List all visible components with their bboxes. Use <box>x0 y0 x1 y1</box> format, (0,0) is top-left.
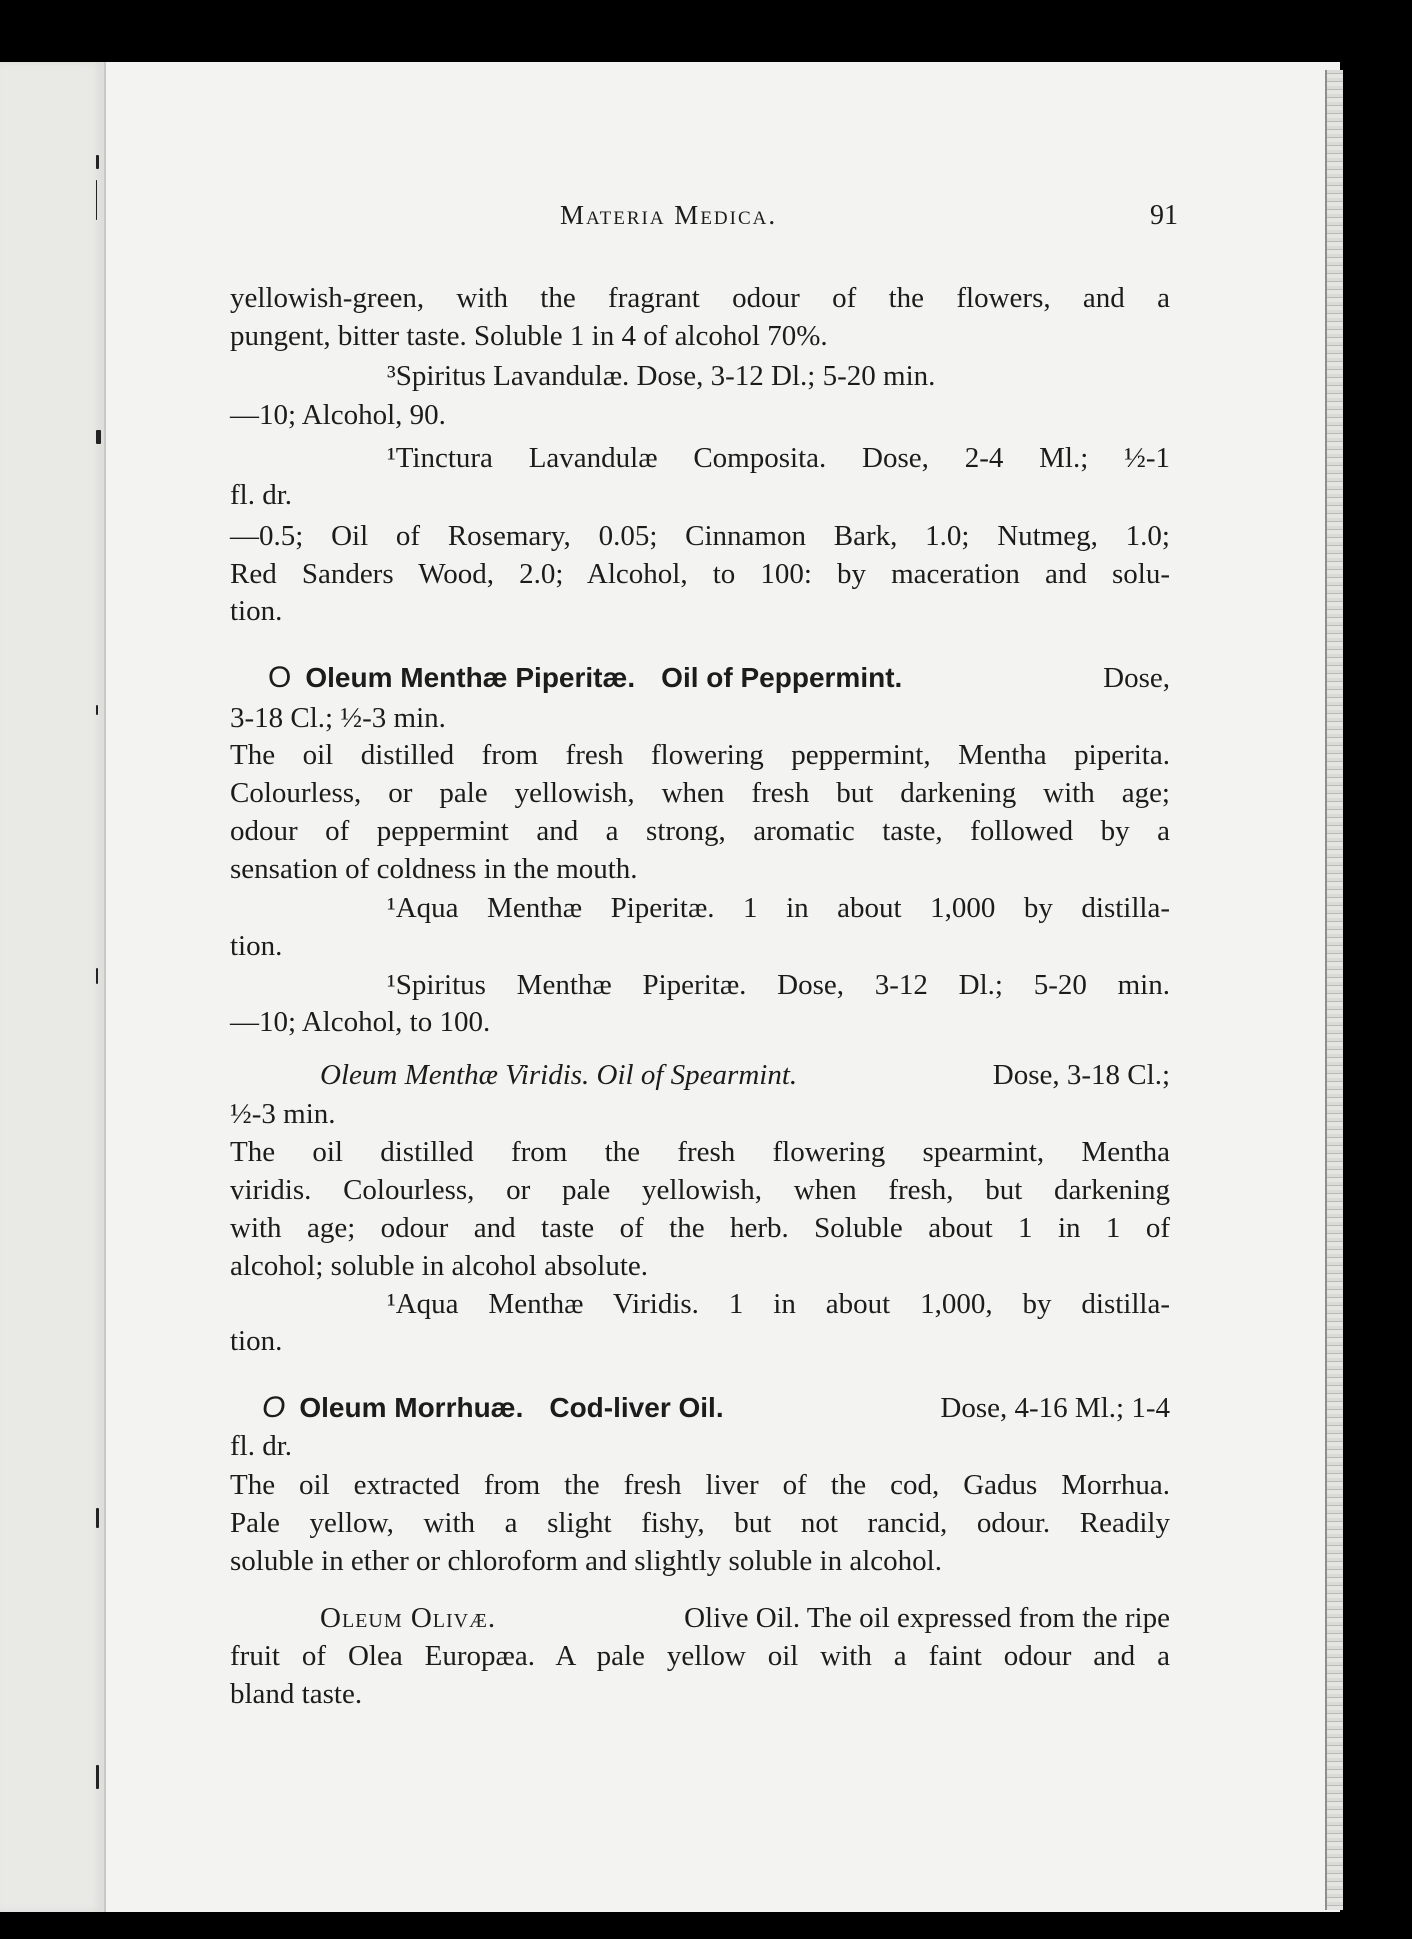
running-header: Materia Medica. <box>560 200 778 230</box>
text-line: The oil distilled from fresh flowering peppermint, Mentha piperita. <box>230 739 1170 771</box>
entry-heading-olive <box>320 1600 1170 1636</box>
entry-english-name: Oil of Peppermint. <box>661 662 903 693</box>
text-line: The oil distilled from the fresh flowering spearmint, Mentha <box>230 1136 1170 1168</box>
entry-heading-peppermint <box>268 660 1170 696</box>
entry-dose: Dose, 4-16 Ml.; 1-4 <box>940 1392 1170 1424</box>
text-line: ¹Aqua Menthæ Viridis. 1 in about 1,000, by distilla- <box>387 1288 1170 1320</box>
text-line: —10; Alcohol, to 100. <box>230 1006 491 1038</box>
text-line: soluble in ether or chloroform and slightly soluble in alcohol. <box>230 1545 942 1577</box>
text-line: sensation of coldness in the mouth. <box>230 853 638 885</box>
page-edge <box>1325 70 1343 1910</box>
text-line: The oil extracted from the fresh liver of the cod, Gadus Morrhua. <box>230 1469 1170 1501</box>
margin-mark <box>96 705 98 715</box>
margin-mark <box>96 155 99 169</box>
margin-mark <box>96 1765 99 1789</box>
entry-heading-spearmint <box>320 1057 1170 1093</box>
text-line: pungent, bitter taste. Soluble 1 in 4 of alcohol 70%. <box>230 320 828 352</box>
text-line: ¹Spiritus Menthæ Piperitæ. Dose, 3-12 Dl.; 5-20 min. <box>387 969 1170 1001</box>
text-line: ¹Aqua Menthæ Piperitæ. 1 in about 1,000 by distilla- <box>387 892 1170 924</box>
text-line: tion. <box>230 595 283 627</box>
text-line: —10; Alcohol, 90. <box>230 399 446 431</box>
text-line: yellowish-green, with the fragrant odour of the flowers, and a <box>230 282 1170 314</box>
margin-mark <box>96 180 97 220</box>
entry-title: Oleum Menthæ Piperitæ. <box>305 662 636 693</box>
margin-mark <box>96 1508 99 1528</box>
entry-title: Oleum Olivæ. <box>320 1602 497 1634</box>
text-line: with age; odour and taste of the herb. Soluble about 1 in 1 of <box>230 1212 1170 1244</box>
text-line: tion. <box>230 930 283 962</box>
entry-heading-morrhua <box>262 1390 1170 1426</box>
text-line: Red Sanders Wood, 2.0; Alcohol, to 100: by maceration and solu- <box>230 558 1170 590</box>
entry-title: Oleum Menthæ Viridis. Oil of Spearmint. <box>320 1059 798 1091</box>
page-number: 91 <box>1150 200 1178 231</box>
text-line: 3-18 Cl.; ½-3 min. <box>230 702 446 734</box>
text-line: ½-3 min. <box>230 1098 336 1130</box>
entry-title: Oleum Morrhuæ. <box>299 1392 524 1423</box>
entry-english-name: Cod-liver Oil. <box>549 1392 724 1423</box>
text-line: Pale yellow, with a slight fishy, but not rancid, odour. Readily <box>230 1507 1170 1539</box>
text-line: ³Spiritus Lavandulæ. Dose, 3-12 Dl.; 5-20 min. <box>387 360 936 392</box>
entry-description: Olive Oil. The oil expressed from the ripe <box>684 1602 1170 1634</box>
entry-marker: O <box>262 1391 286 1424</box>
text-line: fruit of Olea Europæa. A pale yellow oil with a faint odour and a <box>230 1640 1170 1672</box>
text-line: alcohol; soluble in alcohol absolute. <box>230 1250 648 1282</box>
text-line: fl. dr. <box>230 1430 293 1462</box>
text-line: bland taste. <box>230 1678 363 1710</box>
margin-mark <box>96 968 98 984</box>
entry-marker: O <box>268 661 292 694</box>
text-line: —0.5; Oil of Rosemary, 0.05; Cinnamon Bark, 1.0; Nutmeg, 1.0; <box>230 520 1170 552</box>
text-line: Colourless, or pale yellowish, when fresh but darkening with age; <box>230 777 1170 809</box>
entry-dose: Dose, <box>1103 662 1170 694</box>
text-line: tion. <box>230 1325 283 1357</box>
page-gutter <box>0 62 106 1912</box>
entry-dose: Dose, 3-18 Cl.; <box>992 1059 1170 1091</box>
text-line: viridis. Colourless, or pale yellowish, when fresh, but darkening <box>230 1174 1170 1206</box>
text-line: odour of peppermint and a strong, aromatic taste, followed by a <box>230 815 1170 847</box>
text-line: ¹Tinctura Lavandulæ Composita. Dose, 2-4 Ml.; ½-1 <box>387 442 1170 474</box>
margin-mark <box>96 430 101 444</box>
text-line: fl. dr. <box>230 479 293 511</box>
